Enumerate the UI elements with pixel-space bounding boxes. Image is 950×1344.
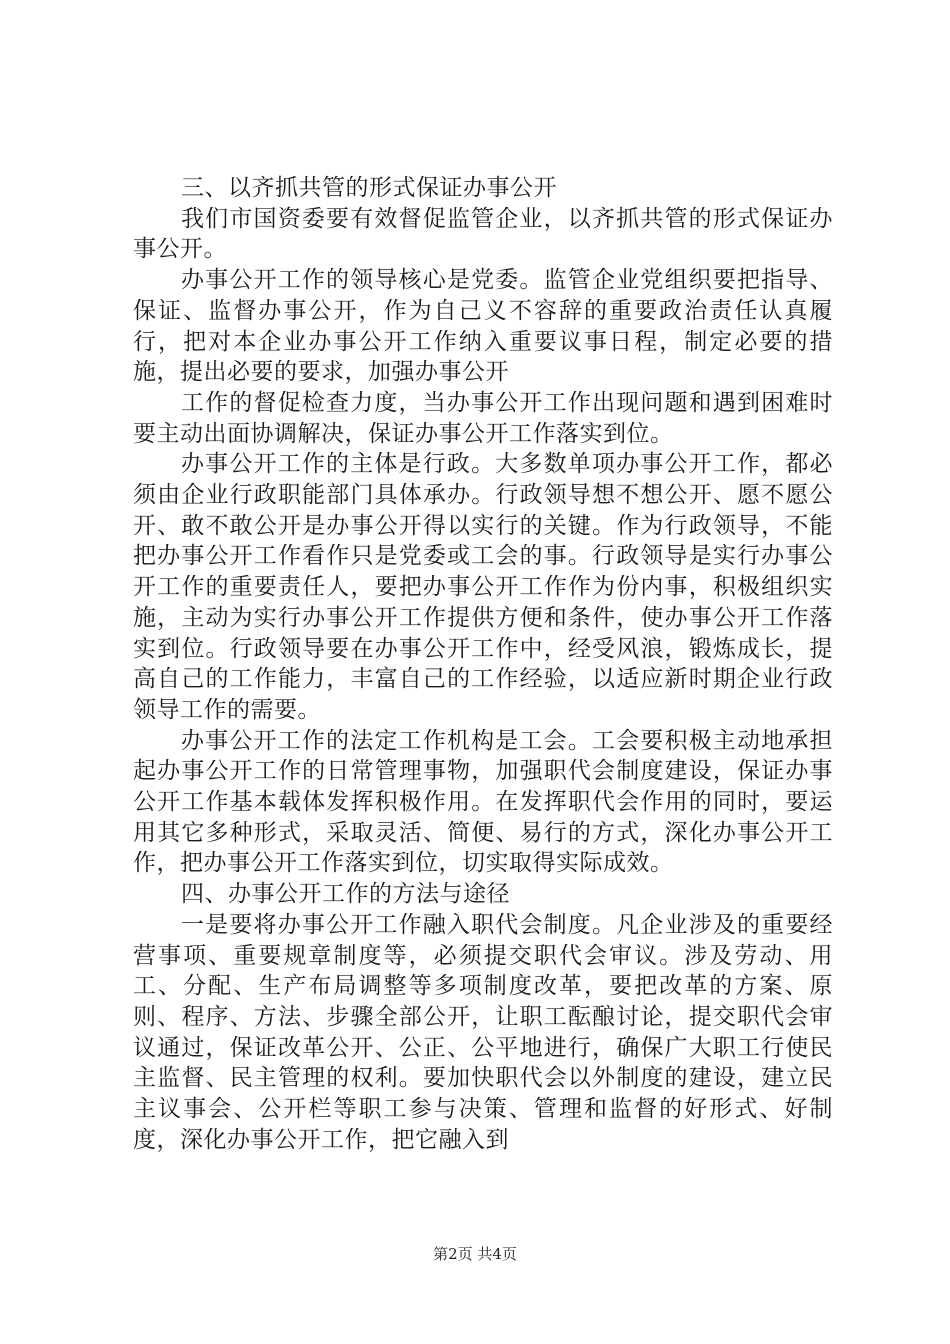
document-body xyxy=(133,173,833,1156)
page-number-footer: 第2页 共4页 xyxy=(433,1245,517,1263)
paragraph: 办事公开工作的主体是行政。大多数单项办事公开工作，都必须由企业行政职能部门具体承办。行政领导想不想公开、愿不愿公开、敢不敢公开是办事公开得以实行的关键。作为行政领导，不能把办事公开工作看作只是党委或工会的事。行政领导是实行办事公开工作的重要责任人，要把办事公开工作作为份内事，积极组织实施，主动为实行办事公开工作提供方便和条件，使办事公开工作落实到位。行政领导要在办事公开工作中，经受风浪，锻炼成长，提高自己的工作能力，丰富自己的工作经验，以适应新时期企业行政领导工作的需要。 xyxy=(133,451,833,723)
paragraph: 工作的督促检查力度，当办事公开工作出现问题和遇到困难时要主动出面协调解决，保证办事公开工作落实到位。 xyxy=(133,389,833,447)
section-heading-3: 三、以齐抓共管的形式保证办事公开 xyxy=(181,175,557,201)
paragraph: 办事公开工作的法定工作机构是工会。工会要积极主动地承担起办事公开工作的日常管理事物，加强职代会制度建设，保证办事公开工作基本载体发挥积极作用。在发挥职代会作用的同时，要运用其它多种形式，采取灵活、简便、易行的方式，深化办事公开工作，把办事公开工作落实到位，切实取得实际成效。 xyxy=(133,727,833,877)
section-heading-4: 四、办事公开工作的方法与途径 xyxy=(181,881,510,908)
paragraph: 办事公开工作的领导核心是党委。监管企业党组织要把指导、保证、监督办事公开，作为自己义不容辞的重要政治责任认真履行，把对本企业办事公开工作纳入重要议事日程，制定必要的措施，提出必要的要求，加强办事公开 xyxy=(133,267,833,386)
paragraph: 一是要将办事公开工作融入职代会制度。凡企业涉及的重要经营事项、重要规章制度等，必须提交职代会审议。涉及劳动、用工、分配、生产布局调整等多项制度改革，要把改革的方案、原则、程序、方法、步骤全部公开，让职工酝酿讨论，提交职代会审议通过，保证改革公开、公正、公平地进行，确保广大职工行使民主监督、民主管理的权利。要加快职代会以外制度的建设，建立民主议事会、公开栏等职工参与决策、管理和监督的好形式、好制度，深化办事公开工作，把它融入到 xyxy=(133,911,833,1153)
paragraph: 我们市国资委要有效督促监管企业，以齐抓共管的形式保证办事公开。 xyxy=(133,205,833,263)
